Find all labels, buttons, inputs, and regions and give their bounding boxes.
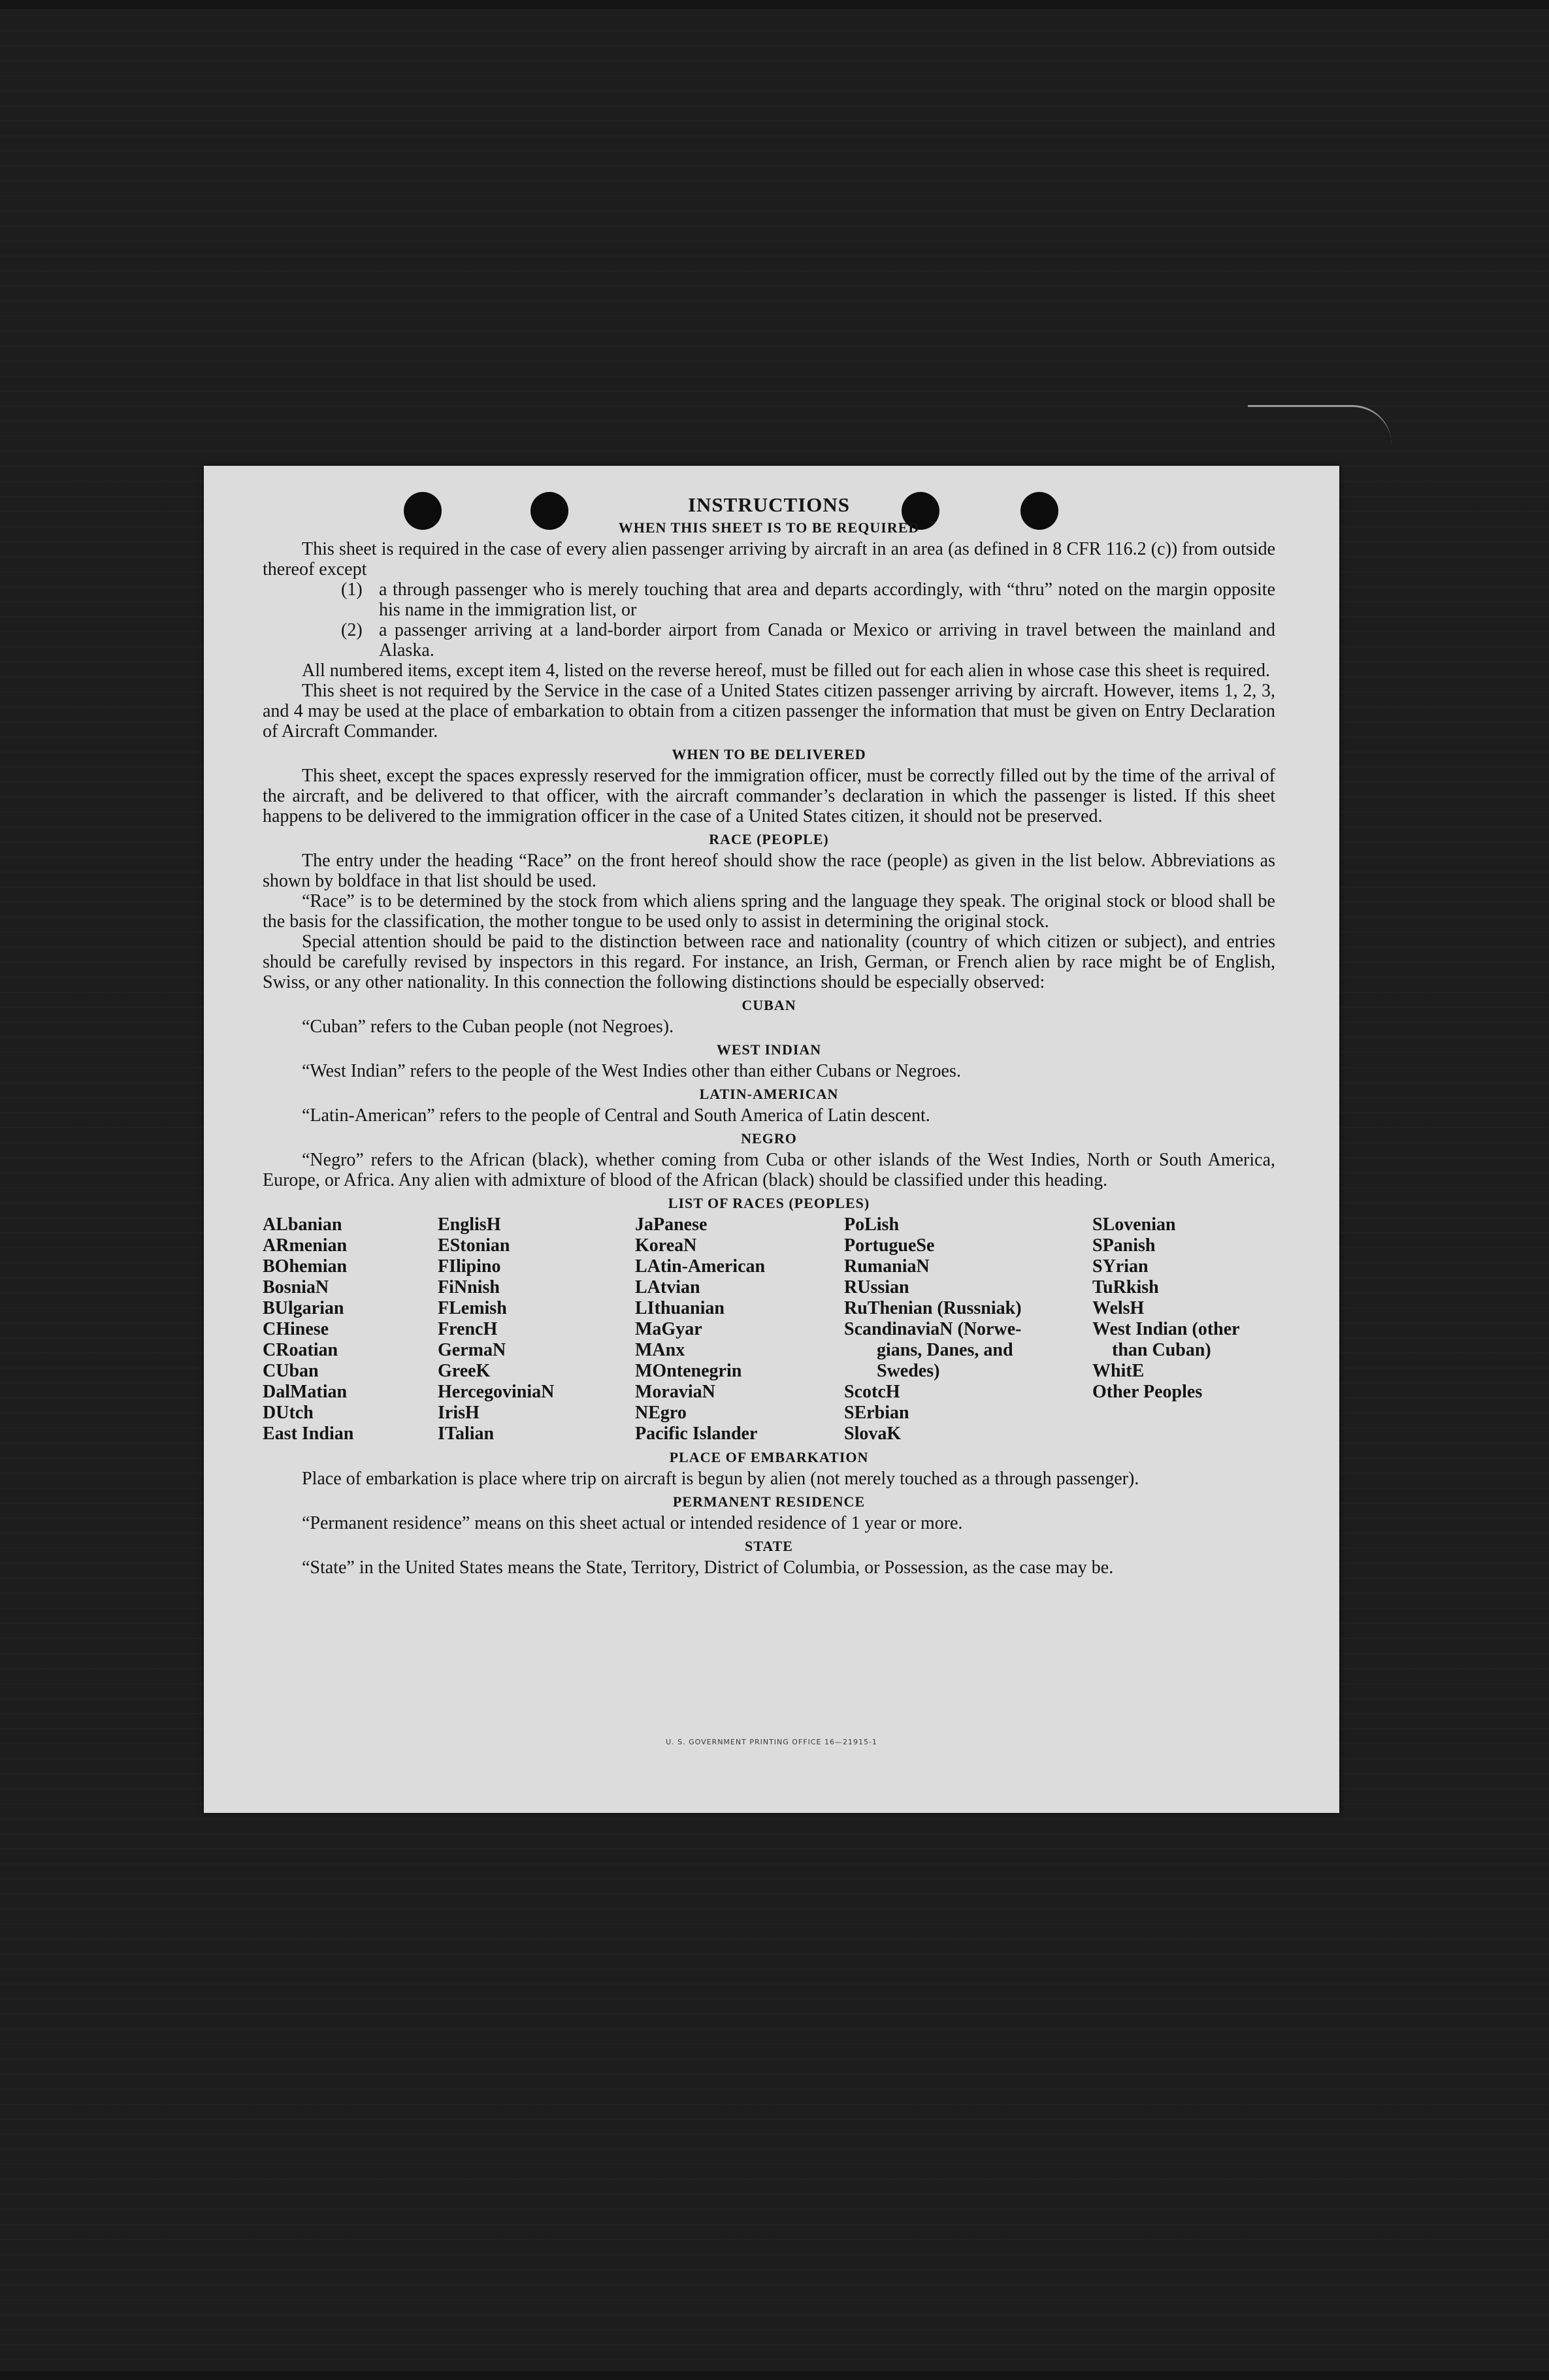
race-entry: ITalian <box>438 1424 495 1444</box>
race-entry: BosniaN <box>263 1277 329 1297</box>
race-entry: ALbanian <box>263 1214 342 1235</box>
race-entry: MAnx <box>635 1340 685 1360</box>
heading-when-required: WHEN THIS SHEET IS TO BE REQUIRED <box>618 519 920 536</box>
race-entry: LAtin-American <box>635 1256 766 1277</box>
heading-negro: NEGRO <box>741 1130 797 1147</box>
race-paragraph-1: The entry under the heading “Race” on the front hereof should show the race (people) as given in the list below. Abbreviations as shown by boldface in that list should be used. <box>263 851 1275 891</box>
race-entry: SPanish <box>1092 1235 1156 1256</box>
race-entry: SLovenian <box>1092 1214 1176 1235</box>
race-entry: BUlgarian <box>263 1298 344 1318</box>
race-entry: West Indian (other <box>1092 1319 1240 1339</box>
exception-item <box>263 620 1275 660</box>
race-list <box>263 1214 1275 1444</box>
citizen-paragraph: This sheet is not required by the Service in the case of a United States citizen passenger arriving by aircraft. However, items 1, 2, 3, and 4 may be used at the place of embarkation to obtain from a citizen passenger the information that must be given on Entry Declaration of Aircraft Commander. <box>263 681 1275 742</box>
race-entry: LIthuanian <box>635 1298 725 1318</box>
race-entry: CRoatian <box>263 1340 338 1360</box>
race-entry: SlovaK <box>844 1424 902 1444</box>
race-entry: PortugueSe <box>844 1235 935 1256</box>
race-paragraph-3: Special attention should be paid to the distinction between race and nationality (country of which citizen or subject), and entries should be carefully revised by inspectors in this regard. For instance, an Irish, German, or French alien by race might be of English, Swiss, or any other nationality. In this connection the following distinctions should be especially observed: <box>263 932 1275 992</box>
exception-item <box>263 579 1275 620</box>
race-entry: gians, Danes, and <box>877 1340 1013 1360</box>
printer-imprint: U. S. GOVERNMENT PRINTING OFFICE 16—21915-1 <box>666 1738 877 1746</box>
permanent-residence-text: “Permanent residence” means on this sheet actual or intended residence of 1 year or more. <box>302 1513 963 1533</box>
race-entry: ScandinaviaN (Norwe- <box>844 1319 1022 1339</box>
race-entry: FIlipino <box>438 1256 501 1277</box>
sheet-content <box>263 495 1275 1578</box>
instruction-sheet <box>204 466 1339 1813</box>
race-entry: NEgro <box>635 1403 687 1423</box>
race-entry: DalMatian <box>263 1382 348 1402</box>
race-entry: DUtch <box>263 1403 314 1423</box>
race-entry: BOhemian <box>263 1256 348 1277</box>
race-entry: FrencH <box>438 1319 498 1339</box>
race-entry: ScotcH <box>844 1382 900 1402</box>
exception-number: (1) <box>341 579 363 600</box>
heading-race: RACE (PEOPLE) <box>709 831 829 847</box>
negro-text: “Negro” refers to the African (black), whether coming from Cuba or other islands of the West Indies, North or South America, Europe, or Africa. Any alien with admixture of blood of the African (black) should be classified under this heading. <box>263 1150 1275 1190</box>
film-edge-top <box>0 0 1549 9</box>
race-entry: EnglisH <box>438 1214 501 1235</box>
exception-text: a passenger arriving at a land-border airport from Canada or Mexico or arriving in travel between the mainland and Alaska. <box>379 620 1275 660</box>
race-entry: KoreaN <box>635 1235 697 1256</box>
heading-list-of-races: LIST OF RACES (PEOPLES) <box>668 1195 870 1211</box>
race-column <box>844 1214 1092 1444</box>
exception-number: (2) <box>341 620 363 640</box>
heading-state: STATE <box>745 1538 793 1554</box>
heading-permanent-residence: PERMANENT RESIDENCE <box>672 1493 866 1510</box>
race-entry: TuRkish <box>1092 1277 1159 1297</box>
heading-west-indian: WEST INDIAN <box>716 1041 822 1058</box>
race-entry: RUssian <box>844 1277 909 1297</box>
race-entry: FiNnish <box>438 1277 500 1297</box>
race-entry: WhitE <box>1092 1361 1145 1381</box>
state-text: “State” in the United States means the State, Territory, District of Columbia, or Possession, as the case may be. <box>302 1557 1114 1578</box>
race-entry: WelsH <box>1092 1298 1145 1318</box>
west-indian-text: “West Indian” refers to the people of the West Indies other than either Cubans or Negroes. <box>302 1061 961 1081</box>
race-entry: GreeK <box>438 1361 491 1381</box>
race-entry: ARmenian <box>263 1235 348 1256</box>
race-column <box>1092 1214 1275 1444</box>
race-entry: HercegoviniaN <box>438 1382 555 1402</box>
race-entry: SYrian <box>1092 1256 1149 1277</box>
race-entry: MaGyar <box>635 1319 702 1339</box>
heading-latin-american: LATIN-AMERICAN <box>699 1086 839 1102</box>
race-column <box>263 1214 438 1444</box>
heading-cuban: CUBAN <box>742 997 796 1013</box>
when-delivered-text: This sheet, except the spaces expressly reserved for the immigration officer, must be correctly filled out by the time of the arrival of the aircraft, and be delivered to that officer, with the aircraft commander’s declaration in which the passenger is listed. If this sheet happens to be delivered to the immigration officer in the case of a United States citizen, it should not be preserved. <box>263 766 1275 826</box>
race-entry: PoLish <box>844 1214 900 1235</box>
race-entry: IrisH <box>438 1403 480 1423</box>
race-entry: MOntenegrin <box>635 1361 742 1381</box>
race-entry: CHinese <box>263 1319 329 1339</box>
race-paragraph-2: “Race” is to be determined by the stock from which aliens spring and the language they speak. The original stock or blood shall be the basis for the classification, the mother tongue to be used only to assist in determining the original stock. <box>263 891 1275 932</box>
numbered-items-paragraph: All numbered items, except item 4, listed on the reverse hereof, must be filled out for each alien in whose case this sheet is required. <box>302 660 1270 681</box>
cuban-text: “Cuban” refers to the Cuban people (not Negroes). <box>302 1017 674 1037</box>
race-entry: RumaniaN <box>844 1256 930 1277</box>
race-entry: MoraviaN <box>635 1382 715 1402</box>
race-entry: GermaN <box>438 1340 506 1360</box>
race-column <box>635 1214 844 1444</box>
race-entry: than Cuban) <box>1112 1340 1211 1360</box>
race-entry: JaPanese <box>635 1214 708 1235</box>
race-entry: Pacific Islander <box>635 1424 758 1444</box>
race-entry: Other Peoples <box>1092 1382 1203 1402</box>
race-entry: EStonian <box>438 1235 510 1256</box>
exception-text: a through passenger who is merely touching that area and departs accordingly, with “thru” noted on the margin opposite his name in the immigration list, or <box>379 579 1275 620</box>
film-edge-bottom <box>0 2371 1549 2380</box>
place-of-embarkation-text: Place of embarkation is place where trip on aircraft is begun by alien (not merely touched as a through passenger). <box>302 1469 1139 1489</box>
latin-american-text: “Latin-American” refers to the people of Central and South America of Latin descent. <box>302 1105 930 1126</box>
race-entry: CUban <box>263 1361 319 1381</box>
heading-place-of-embarkation: PLACE OF EMBARKATION <box>669 1449 869 1465</box>
race-entry: Swedes) <box>877 1361 940 1381</box>
race-entry: East Indian <box>263 1424 354 1444</box>
race-entry: LAtvian <box>635 1277 700 1297</box>
when-required-intro: This sheet is required in the case of every alien passenger arriving by aircraft in an area (as defined in 8 CFR 116.2 (c)) from outside thereof except <box>263 539 1275 579</box>
film-scratch <box>1248 405 1392 446</box>
race-column <box>438 1214 635 1444</box>
race-entry: FLemish <box>438 1298 507 1318</box>
heading-when-delivered: WHEN TO BE DELIVERED <box>672 746 866 762</box>
race-entry: RuThenian (Russniak) <box>844 1298 1022 1318</box>
race-entry: SErbian <box>844 1403 909 1423</box>
page-title: INSTRUCTIONS <box>687 493 850 516</box>
